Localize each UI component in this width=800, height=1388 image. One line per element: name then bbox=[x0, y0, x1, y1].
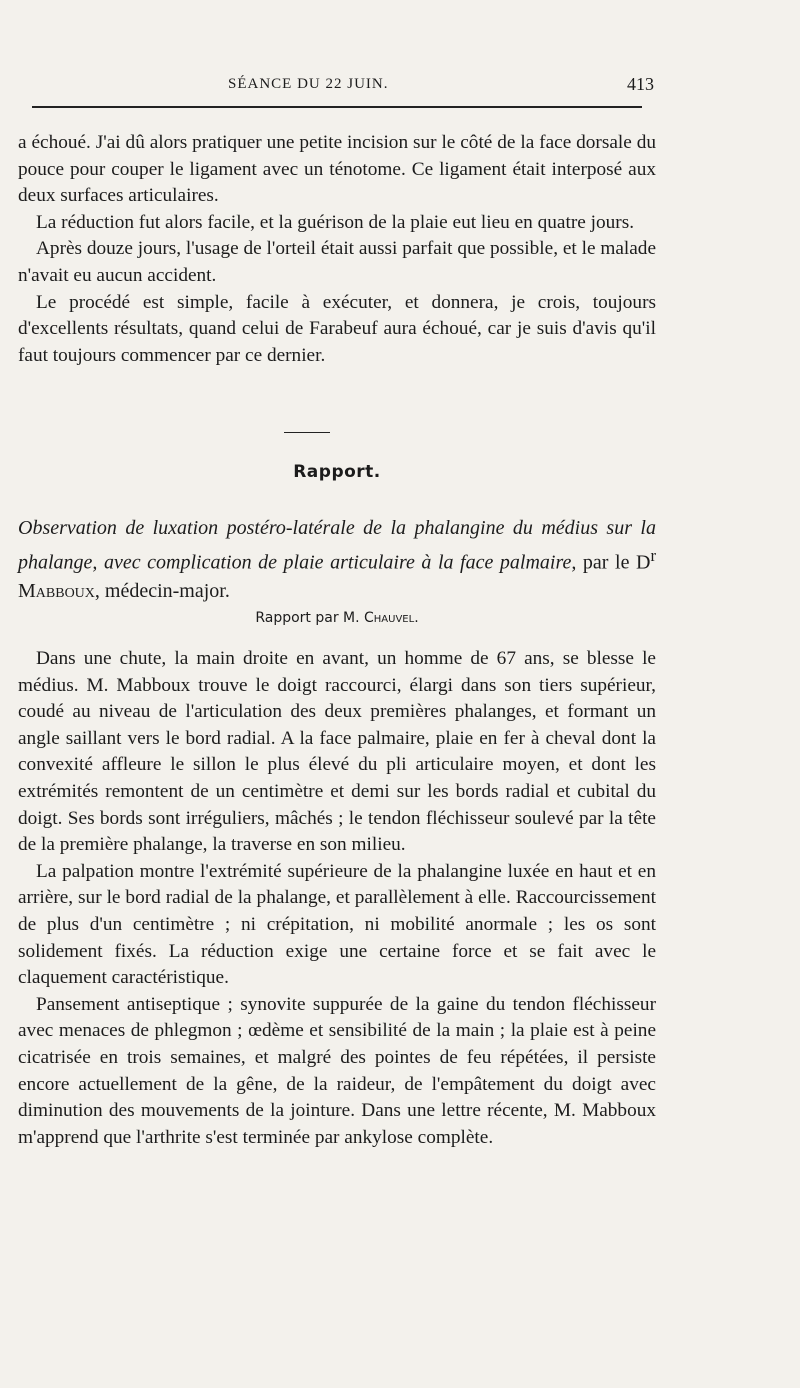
paragraph: Dans une chute, la main droite en avant, un homme de 67 ans, se blesse le médius. M. Mabboux trouve le doigt raccourci, élargi dans son tiers supérieur, coudé au niveau de l'articulation des deux premières phalanges, et formant un angle saillant vers le bord radial. A la face palmaire, plaie en fer à cheval dont la convexité affleure le sillon le plus élevé du pli articulaire moyen, et dont les extrémités remontent de un centimètre et demi sur les bords radial et cubital du doigt. Ses bords sont irréguliers, mâchés ; le tendon fléchisseur soulevé par la tête de la première phalange, la traverse en son milieu. bbox=[18, 648, 656, 856]
observation-title-by: par le D bbox=[576, 551, 651, 574]
paragraph: La palpation montre l'extrémité supérieure de la phalangine luxée en haut et en arrière, sur le bord radial de la phalange, et parallèlement à elle. Raccourcissement de plus d'un centimètre ; ni crépitation, ni mobilité anormale ; les os sont solidement fixés. La réduction exige une certaine force et se fait avec le claquement caractéristique. bbox=[18, 860, 656, 989]
observation-title-text: Observation de luxation postéro-latérale de la phalangine du médius sur la phalange, avec complication de plaie articulaire à la face palmaire, bbox=[18, 517, 656, 574]
intro-text bbox=[18, 130, 656, 369]
byline-prefix: Rapport par M. bbox=[255, 610, 365, 626]
header-rule bbox=[32, 106, 642, 108]
author-role: , médecin-major. bbox=[94, 579, 230, 602]
paragraph: Le procédé est simple, facile à exécuter, et donnera, je crois, toujours d'excellents résultats, quand celui de Farabeuf aura échoué, car je suis d'avis qu'il faut toujours commencer par ce dernier. bbox=[18, 291, 656, 366]
doctor-superscript: r bbox=[650, 546, 656, 565]
byline-suffix: . bbox=[414, 610, 419, 626]
report-byline bbox=[18, 610, 656, 626]
section-divider bbox=[284, 432, 330, 433]
running-title: SÉANCE DU 22 JUIN. bbox=[228, 76, 389, 92]
paragraph: La réduction fut alors facile, et la guérison de la plaie eut lieu en quatre jours. bbox=[36, 211, 635, 233]
author-name: Mabboux bbox=[18, 579, 95, 602]
paragraph: Pansement antiseptique ; synovite suppurée de la gaine du tendon fléchisseur avec menaces de phlegmon ; œdème et sensibilité de la main ; la plaie est à peine cicatrisée en trois semaines, et malgré des pointes de feu répétées, il persiste encore actuellement de la gêne, de la raideur, de l'empâtement du doigt avec diminution des mouvements de la jointure. Dans une lettre récente, M. Mabboux m'apprend que l'arthrite s'est terminée par ankylose complète. bbox=[18, 993, 656, 1148]
page-header bbox=[18, 72, 656, 100]
paragraph: a échoué. J'ai dû alors pratiquer une petite incision sur le côté de la face dorsale du pouce pour couper le ligament avec un ténotome. Ce ligament était interposé aux deux surfaces articulaires. bbox=[18, 132, 656, 207]
section-heading: Rapport. bbox=[293, 462, 381, 482]
byline-name: Chauvel bbox=[364, 610, 415, 626]
page-number: 413 bbox=[627, 74, 654, 94]
report-text bbox=[18, 646, 656, 1151]
observation-title bbox=[18, 514, 656, 605]
paragraph: Après douze jours, l'usage de l'orteil était aussi parfait que possible, et le malade n'avait eu aucun accident. bbox=[18, 238, 657, 286]
